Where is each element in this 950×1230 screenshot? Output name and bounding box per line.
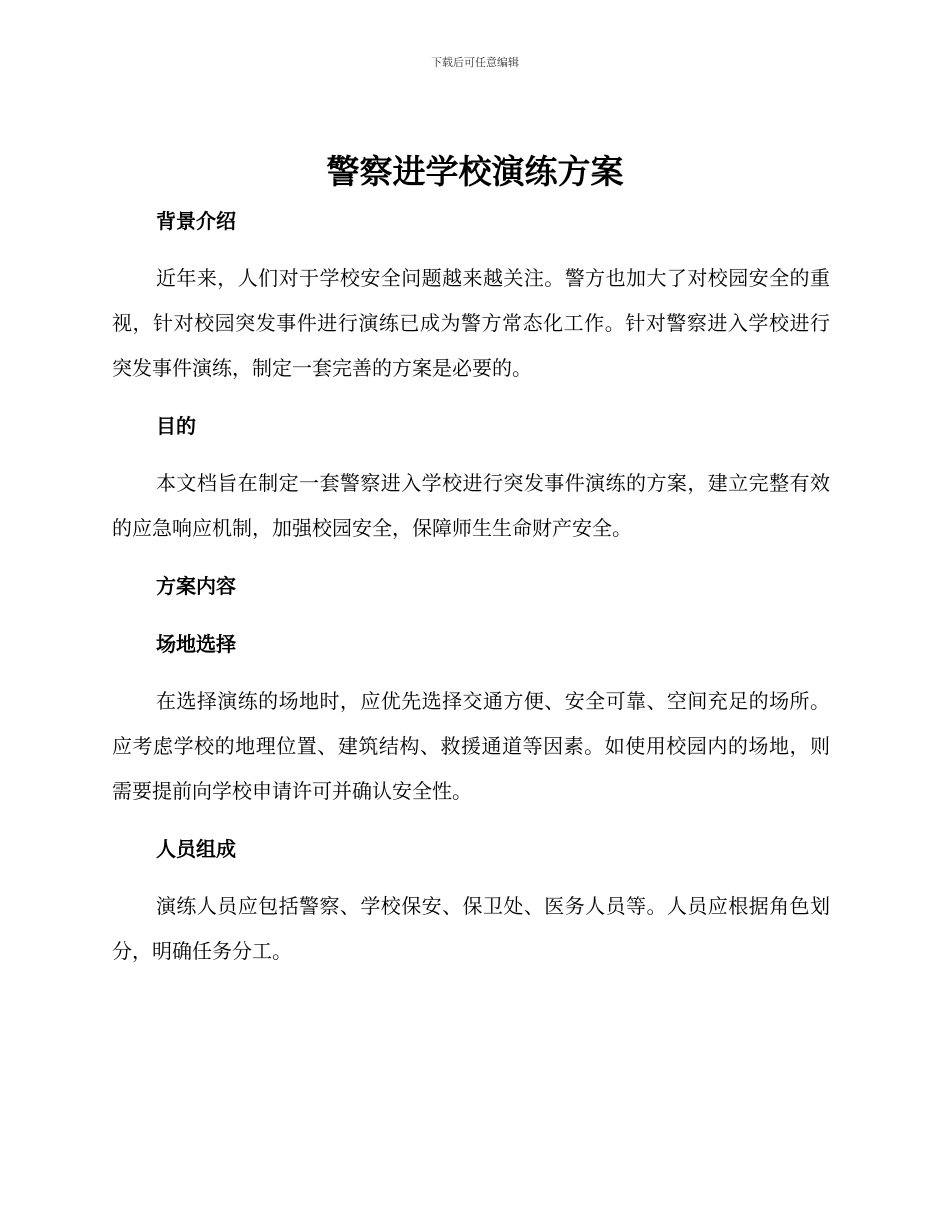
section-heading-plan-content: 方案内容 [156, 574, 236, 598]
paragraph-background: 近年来，人们对于学校安全问题越来越关注。警方也加大了对校园安全的重视，针对校园突发事件进行演练已成为警方常态化工作。针对警察进入学校进行突发事件演练，制定一套完善的方案是必要的。 [112, 266, 830, 380]
header-note: 下载后可任意编辑 [431, 56, 519, 69]
section-heading-personnel: 人员组成 [156, 837, 236, 861]
paragraph-venue-selection: 在选择演练的场地时，应优先选择交通方便、安全可靠、空间充足的场所。应考虑学校的地理位置、建筑结构、救援通道等因素。如使用校园内的场地，则需要提前向学校申请许可并确认安全性。 [112, 689, 830, 803]
document-title: 警察进学校演练方案 [326, 152, 624, 191]
section-heading-venue-selection: 场地选择 [156, 632, 236, 656]
section-heading-background: 背景介绍 [156, 209, 236, 233]
paragraph-personnel: 演练人员应包括警察、学校保安、保卫处、医务人员等。人员应根据角色划分，明确任务分工。 [112, 894, 830, 963]
document-body [112, 198, 830, 986]
section-heading-purpose: 目的 [156, 414, 196, 438]
paragraph-purpose: 本文档旨在制定一套警察进入学校进行突发事件演练的方案，建立完整有效的应急响应机制，加强校园安全，保障师生生命财产安全。 [112, 471, 830, 540]
